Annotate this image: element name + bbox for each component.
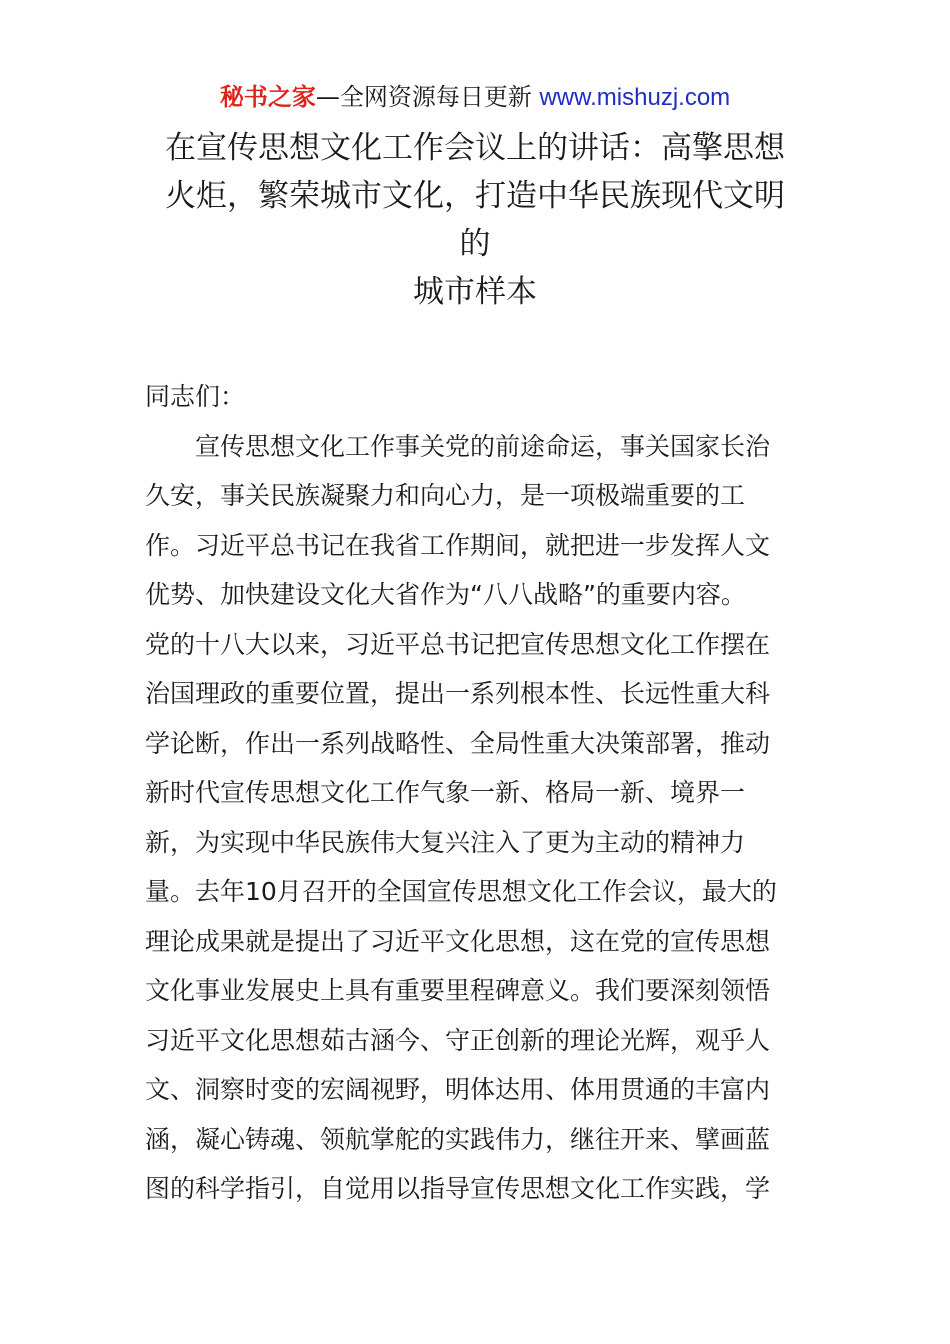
body-line: 宣传思想文化工作事关党的前途命运，事关国家长治	[145, 431, 771, 461]
body-line: 图的科学指引，自觉用以指导宣传思想文化工作实践，学	[145, 1174, 771, 1203]
body-line: 党的十八大以来，习近平总书记把宣传思想文化工作摆在	[145, 629, 771, 659]
body-line: 涵，凝心铸魂、领航掌舵的实践伟力，继往开来、擘画蓝	[145, 1124, 771, 1154]
body-line: 学论断，作出一系列战略性、全局性重大决策部署，推动	[145, 728, 771, 758]
body-line: 新时代宣传思想文化工作气象一新、格局一新、境界一	[145, 778, 746, 807]
body-line: 文化事业发展史上具有重要里程碑意义。我们要深刻领悟	[145, 976, 771, 1005]
body-line: 作。习近平总书记在我省工作期间，就把进一步发挥人文	[145, 530, 771, 560]
title-line: 在宣传思想文化工作会议上的讲话：高擎思想	[165, 130, 785, 166]
body-line: 优势、加快建设文化大省作为“八八战略”的重要内容。	[145, 580, 746, 609]
header-tagline: —全网资源每日更新	[315, 83, 540, 111]
document-body	[145, 372, 811, 1214]
body-line: 新，为实现中华民族伟大复兴注入了更为主动的精神力	[145, 827, 746, 857]
site-header	[0, 80, 950, 115]
site-url-link[interactable]: www.mishuzj.com	[539, 84, 731, 111]
title-line: 火炬，繁荣城市文化，打造中华民族现代文明	[165, 178, 785, 214]
brand-name: 秘书之家	[219, 83, 316, 111]
body-line: 治国理政的重要位置，提出一系列根本性、长远性重大科	[145, 679, 771, 708]
salutation: 同志们：	[145, 382, 246, 411]
body-line: 理论成果就是提出了习近平文化思想，这在党的宣传思想	[145, 926, 771, 956]
body-line: 习近平文化思想茹古涵今、守正创新的理论光辉，观乎人	[145, 1025, 771, 1055]
body-line: 久安，事关民族凝聚力和向心力，是一项极端重要的工	[145, 481, 746, 510]
document-title	[140, 124, 810, 316]
body-line: 量。去年10月召开的全国宣传思想文化工作会议，最大的	[145, 877, 777, 906]
title-line: 的	[459, 226, 491, 262]
title-line: 城市样本	[413, 274, 537, 310]
body-line: 文、洞察时变的宏阔视野，明体达用、体用贯通的丰富内	[145, 1075, 771, 1104]
